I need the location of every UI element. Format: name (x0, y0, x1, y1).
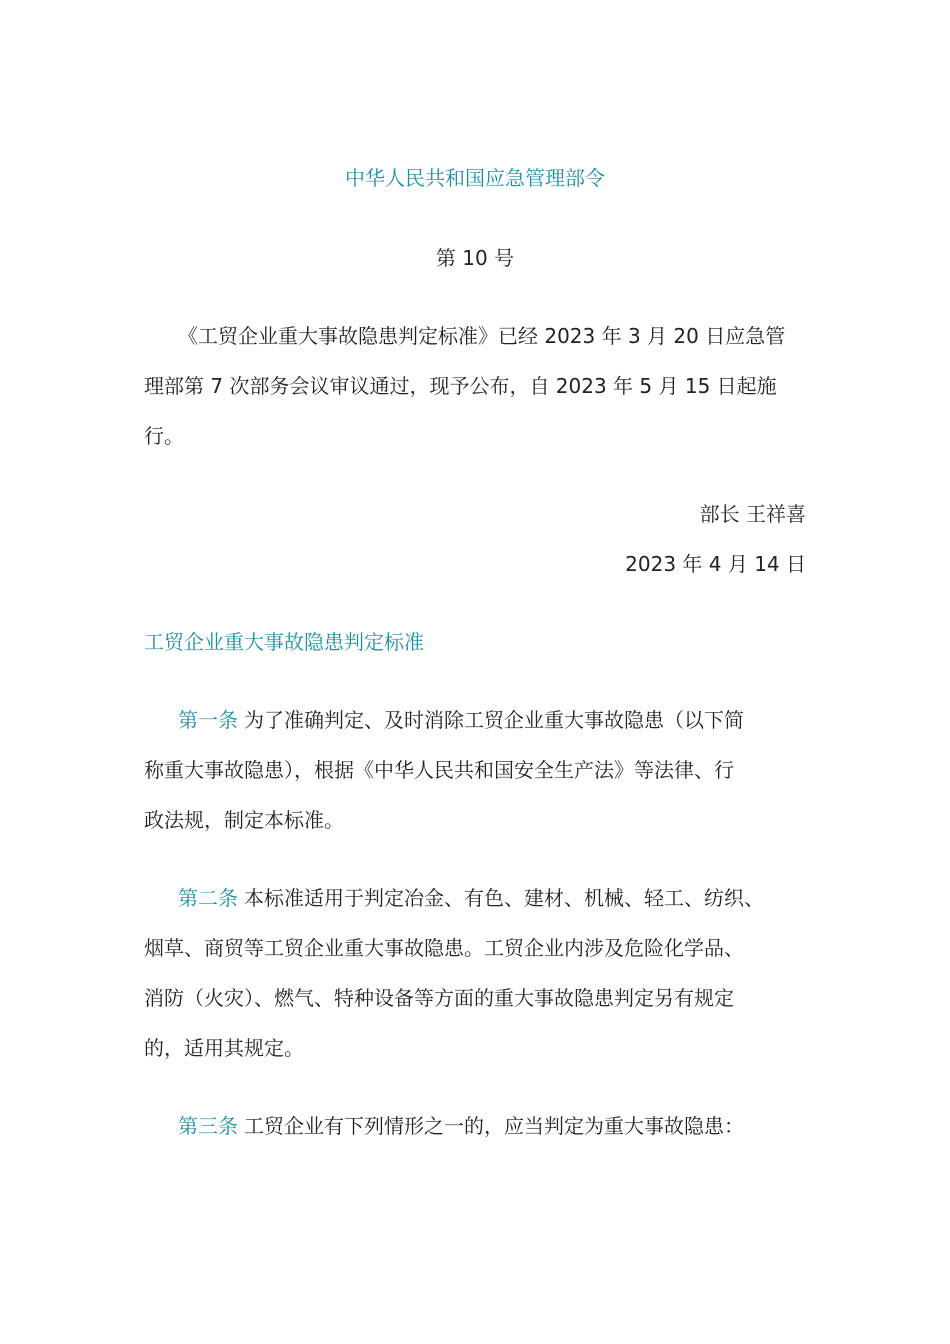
minister-signature: 部长 王祥喜 (699, 502, 806, 526)
article-first-line (178, 1112, 744, 1140)
article-label: 第一条 (178, 708, 238, 732)
article-line: 消防（火灾）、燃气、特种设备等方面的重大事故隐患判定另有规定 (144, 986, 734, 1010)
article-first-line (178, 884, 764, 912)
order-title: 中华人民共和国应急管理部令 (345, 166, 605, 190)
article-line: 称重大事故隐患），根据《中华人民共和国安全生产法》等法律、行 (144, 758, 734, 782)
standard-title: 工贸企业重大事故隐患判定标准 (144, 630, 424, 654)
article-line: 的，适用其规定。 (144, 1036, 304, 1060)
article-label: 第三条 (178, 1114, 238, 1138)
article-text: 为了准确判定、及时消除工贸企业重大事故隐患（以下简 (244, 708, 744, 732)
article-text: 本标准适用于判定冶金、有色、建材、机械、轻工、纺织、 (244, 886, 764, 910)
order-number: 第 10 号 (435, 246, 515, 270)
announcement-line: 理部第 7 次部务会议审议通过，现予公布，自 2023 年 5 月 15 日起施 (144, 374, 777, 398)
article-line: 烟草、商贸等工贸企业重大事故隐患。工贸企业内涉及危险化学品、 (144, 936, 744, 960)
announcement-line: 《工贸企业重大事故隐患判定标准》已经 2023 年 3 月 20 日应急管 (178, 324, 786, 348)
signature-date: 2023 年 4 月 14 日 (625, 552, 806, 576)
article-first-line (178, 706, 744, 734)
article-line: 政法规，制定本标准。 (144, 808, 344, 832)
article-label: 第二条 (178, 886, 238, 910)
article-text: 工贸企业有下列情形之一的，应当判定为重大事故隐患： (244, 1114, 744, 1138)
announcement-line: 行。 (144, 424, 184, 448)
